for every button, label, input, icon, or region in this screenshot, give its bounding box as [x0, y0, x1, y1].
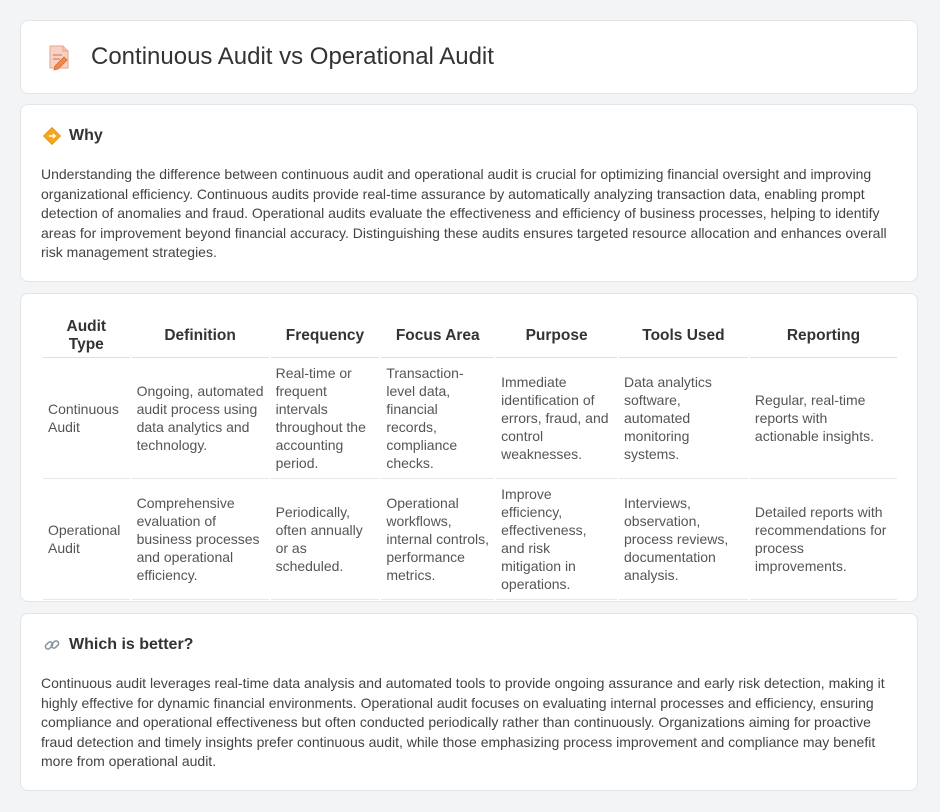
title-card [20, 20, 918, 94]
header-focus-area: Focus Area [381, 314, 494, 358]
table-header-row [43, 314, 897, 358]
header-purpose: Purpose [496, 314, 617, 358]
table-cell: Detailed reports with recommendations for process improvements. [750, 479, 897, 600]
table-cell: Data analytics software, automated monitoring systems. [619, 358, 748, 479]
why-heading: Why [69, 127, 103, 144]
comparison-table [41, 314, 899, 600]
header-frequency: Frequency [271, 314, 380, 358]
header-tools-used: Tools Used [619, 314, 748, 358]
table-cell: Ongoing, automated audit process using data analytics and technology. [132, 358, 269, 479]
table-cell: Regular, real-time reports with actionable insights. [750, 358, 897, 479]
header-audit-type: Audit Type [43, 314, 130, 358]
table-cell: Comprehensive evaluation of business processes and operational efficiency. [132, 479, 269, 600]
header-reporting: Reporting [750, 314, 897, 358]
table-row [43, 479, 897, 600]
document-edit-icon [47, 43, 71, 71]
which-better-heading: Which is better? [69, 636, 194, 653]
diamond-arrows-icon [43, 127, 61, 145]
table-cell: Periodically, often annually or as scheduled. [271, 479, 380, 600]
table-cell: Transaction-level data, financial records, compliance checks. [381, 358, 494, 479]
why-text: Understanding the difference between continuous audit and operational audit is crucial for optimizing financial oversight and improving organizational efficiency. Continuous audits provide real-time assurance by automatically analyzing transaction data, enabling prompt detection of anomalies and fraud. Operational audits evaluate the effectiveness and efficiency of business processes, helping to identify areas for improvement beyond financial accuracy. Distinguishing these audits ensures targeted resource allocation and enhances overall risk management strategies. [41, 166, 887, 260]
table-cell: Immediate identification of errors, fraud, and control weaknesses. [496, 358, 617, 479]
which-better-text: Continuous audit leverages real-time data analysis and automated tools to provide ongoing assurance and early risk detection, making it highly effective for dynamic financial environments. Operational audit focuses on evaluating internal processes and efficiency, ensuring compliance and operational effectiveness but often conducted periodically rather than continuously. Organizations aiming for proactive fraud detection and timely insights prefer continuous audit, while those emphasizing process improvement and compliance may benefit more from operational audit. [41, 675, 885, 769]
comparison-table-card [20, 293, 918, 602]
link-icon [43, 636, 61, 654]
table-cell: Improve efficiency, effectiveness, and risk mitigation in operations. [496, 479, 617, 600]
why-section [20, 104, 918, 282]
table-cell: Continuous Audit [43, 358, 130, 479]
table-cell: Real-time or frequent intervals throughout the accounting period. [271, 358, 380, 479]
header-definition: Definition [132, 314, 269, 358]
table-row [43, 358, 897, 479]
table-cell: Operational Audit [43, 479, 130, 600]
page-title: Continuous Audit vs Operational Audit [91, 43, 494, 70]
table-cell: Interviews, observation, process reviews, documentation analysis. [619, 479, 748, 600]
which-better-section [20, 613, 918, 791]
table-cell: Operational workflows, internal controls, performance metrics. [381, 479, 494, 600]
